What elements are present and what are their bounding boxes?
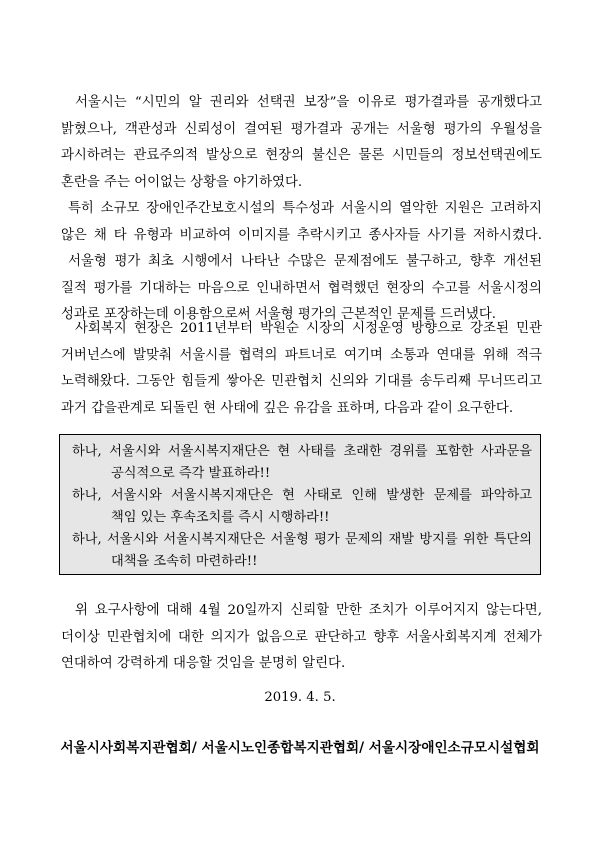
demand-item-1 xyxy=(72,441,532,485)
demand-item-2 xyxy=(72,485,532,529)
text-line: 노력해왔다. 그동안 힘들게 쌓아온 민관협치 신의와 기대를 송두리째 무너뜨리고 xyxy=(61,374,542,389)
statement-date: 2019. 4. 5. xyxy=(264,690,336,705)
demand-line: 책임 있는 후속조치를 즉시 시행하라!! xyxy=(111,510,330,525)
text-line: 질적 평가를 기대하는 마음으로 인내하면서 협력했던 현장의 수고를 서울시정의 xyxy=(61,280,542,296)
text-line: 서울시는 “시민의 알 권리와 선택권 보장”을 이유로 평가결과를 공개했다고 xyxy=(75,95,542,110)
text-line: 과거 갑을관계로 되돌린 현 사태에 깊은 유감을 표하며, 다음과 같이 요구한다. xyxy=(61,400,514,416)
demand-item-3 xyxy=(72,529,532,573)
paragraph-warning xyxy=(61,598,542,678)
demand-line: 하나, 서울시와 서울시복지재단은 현 사태를 초래한 경위를 포함한 사과문을 xyxy=(72,444,532,459)
text-line: 과시하려는 관료주의적 발상으로 현장의 불신은 물론 시민들의 정보선택권에도 xyxy=(61,148,542,163)
text-line: 사회복지 현장은 2011년부터 박원순 시장의 시정운영 방향으로 강조된 민관 xyxy=(75,321,542,336)
text-line: 연대하여 강력하게 대응할 것임을 분명히 알린다. xyxy=(61,656,346,671)
text-line: 더이상 민관협치에 대한 의지가 없음으로 판단하고 향후 서울사회복지계 전체가 xyxy=(61,629,542,645)
demands-box xyxy=(59,434,541,575)
text-line: 성과로 포장하는데 이용함으로써 서울형 평가의 근본적인 문제를 드러냈다. xyxy=(61,307,497,322)
text-line: 거버넌스에 발맞춰 서울시를 협력의 파트너로 여기며 소통과 연대를 위해 적극 xyxy=(61,347,542,363)
demand-line: 대책을 조속히 마련하라!! xyxy=(111,554,258,569)
text-line: 위 요구사항에 대해 4월 20일까지 신뢰할 만한 조치가 이루어지지 않는다면, xyxy=(75,603,542,618)
paragraph-small-facilities xyxy=(61,196,542,249)
text-line: 서울형 평가 최초 시행에서 나타난 수많은 문제점에도 불구하고, 향후 개선된 xyxy=(68,254,542,269)
demand-line: 하나, 서울시와 서울시복지재단은 현 사태로 인해 발생한 문제를 파악하고 xyxy=(72,488,532,503)
demand-line: 하나, 서울시와 서울시복지재단은 서울형 평가 문제의 재발 방지를 위한 특단의 xyxy=(72,532,532,547)
signatories: 서울시사회복지관협회/ 서울시노인종합복지관협회/ 서울시장애인소규모시설협회 xyxy=(60,740,540,756)
demand-line: 공식적으로 즉각 발표하라!! xyxy=(111,466,271,481)
text-line: 혼란을 주는 어이없는 상황을 야기하였다. xyxy=(61,174,303,190)
paragraph-governance xyxy=(61,316,542,422)
paragraph-evaluation-disclosure xyxy=(61,90,542,196)
text-line: 밝혔으나, 객관성과 신뢰성이 결여된 평가결과 공개는 서울형 평가의 우월성을 xyxy=(61,121,542,137)
text-line: 특히 소규모 장애인주간보호시설의 특수성과 서울시의 열악한 지원은 고려하지 xyxy=(68,201,542,216)
text-line: 않은 채 타 유형과 비교하여 이미지를 추락시키고 종사자들 사기를 저하시켰다. xyxy=(61,227,542,243)
